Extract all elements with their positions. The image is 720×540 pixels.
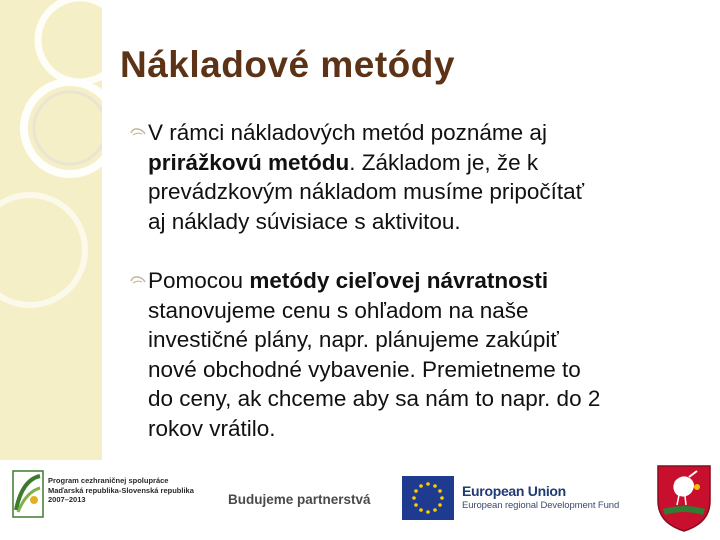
paragraph-2-line-5: do ceny, ak chceme aby sa nám to napr. do 2 bbox=[148, 386, 601, 411]
coat-of-arms-icon bbox=[655, 463, 713, 533]
paragraph-2-line-2: stanovujeme cenu s ohľadom na naše bbox=[148, 297, 529, 323]
bullet-paragraph-1 bbox=[128, 118, 703, 236]
paragraph-1-line-4: aj náklady súvisiace s aktivitou. bbox=[148, 208, 461, 234]
paragraph-1-after-bold: . Základom je, že k bbox=[349, 149, 539, 175]
program-text bbox=[48, 476, 194, 505]
paragraph-1-line-2 bbox=[148, 148, 703, 178]
paragraph-2-bold: metódy cieľovej návratnosti bbox=[249, 268, 549, 293]
slide-title: Nákladové metódy bbox=[120, 44, 455, 85]
bullet-icon bbox=[128, 122, 148, 142]
paragraph-1-line-1: V rámci nákladových metód poznáme aj bbox=[148, 120, 547, 145]
bullet-paragraph-2 bbox=[128, 266, 703, 443]
paragraph-2-line-3: investičné plány, napr. plánujeme zakúpiť bbox=[148, 327, 559, 352]
bullet-icon bbox=[128, 270, 148, 290]
decorative-side-strip bbox=[0, 0, 102, 470]
slide-content bbox=[128, 118, 703, 473]
paragraph-2-line-1 bbox=[148, 266, 703, 296]
program-line-1: Program cezhraničnej spolupráce bbox=[48, 476, 169, 485]
paragraph-2-before-bold: Pomocou bbox=[148, 268, 250, 293]
paragraph-2-line-6: rokov vrátilo. bbox=[148, 415, 276, 441]
paragraph-2-line-4: nové obchodné vybavenie. Premietneme to bbox=[148, 356, 581, 382]
program-line-3: 2007–2013 bbox=[48, 495, 86, 504]
eu-flag-icon bbox=[402, 476, 454, 520]
decorative-circles bbox=[0, 0, 102, 470]
paragraph-1-line-3: prevádzkovým nákladom musíme pripočítať bbox=[148, 179, 585, 204]
eu-subtitle: European regional Development Fund bbox=[462, 500, 620, 511]
eu-title: European Union bbox=[462, 483, 566, 499]
partnership-slogan: Budujeme partnerstvá bbox=[228, 492, 371, 507]
program-logo-icon bbox=[12, 470, 44, 518]
program-line-2: Maďarská republika-Slovenská republika bbox=[48, 485, 194, 495]
paragraph-1-bold: prirážkovú metódu bbox=[148, 149, 350, 175]
